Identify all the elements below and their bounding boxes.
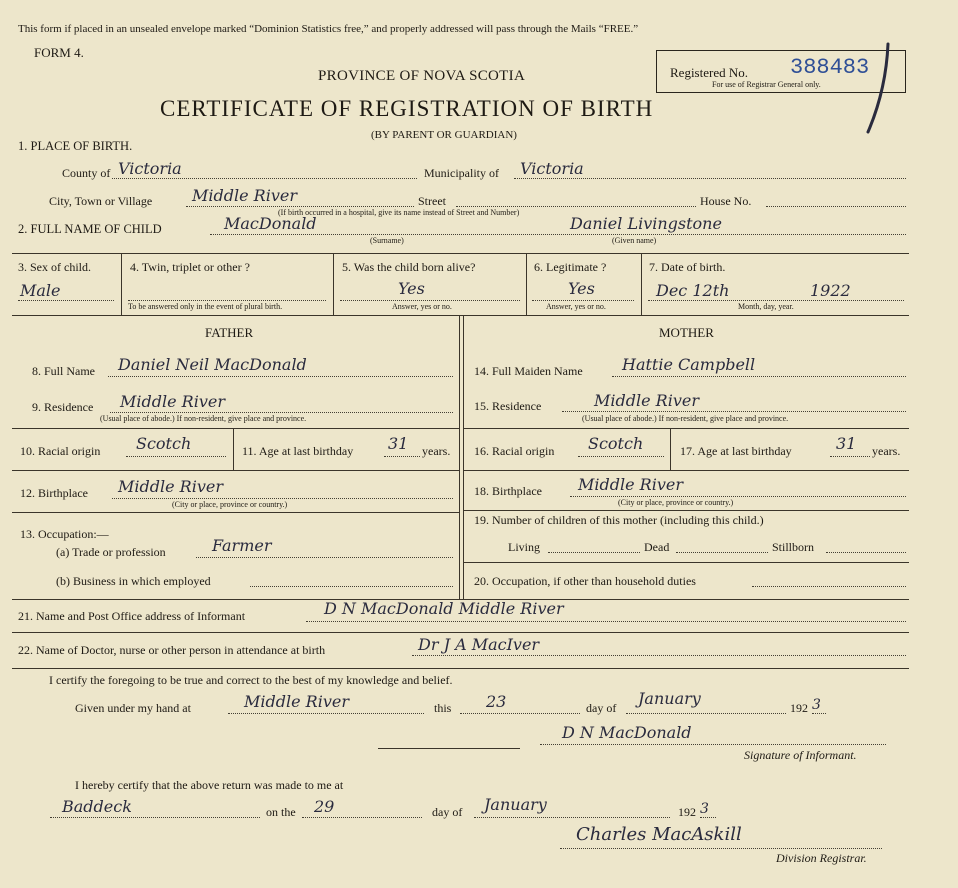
- registrar-caption: Division Registrar.: [776, 851, 867, 865]
- mother-residence-note: (Usual place of abode.) If non-resident, give place and province.: [582, 414, 789, 423]
- mother-age-line: [830, 456, 870, 457]
- father-name-label: 8. Full Name: [32, 364, 95, 378]
- father-age-line: [384, 456, 420, 457]
- mother-age-value: 31: [836, 434, 857, 453]
- cert-day-of-label: day of: [586, 701, 617, 715]
- county-line: [112, 178, 417, 179]
- cert-year-line: [812, 713, 826, 714]
- mother-residence-line: [562, 411, 906, 412]
- pen-stroke-mark: [860, 40, 900, 140]
- mother-occupation-label: 20. Occupation, if other than household duties: [474, 574, 696, 588]
- registrar-month-value: January: [484, 795, 547, 814]
- father-residence-value: Middle River: [120, 392, 225, 411]
- short-rule: [378, 748, 520, 749]
- registrar-place-value: Baddeck: [62, 797, 132, 816]
- father-birthplace-note: (City or place, province or country.): [172, 500, 288, 509]
- alive-value: Yes: [398, 279, 425, 298]
- municipality-line: [514, 178, 906, 179]
- registrar-statement: I hereby certify that the above return was made to me at: [75, 778, 344, 792]
- row3-divider: [333, 253, 334, 315]
- informant-line: [306, 621, 906, 622]
- mother-name-label: 14. Full Maiden Name: [474, 364, 583, 378]
- place-of-birth-heading: 1. PLACE OF BIRTH.: [18, 139, 133, 153]
- municipality-label: Municipality of: [424, 166, 499, 180]
- doctor-bottom-rule: [12, 668, 909, 669]
- father-heading: FATHER: [205, 325, 254, 340]
- sex-label: 3. Sex of child.: [18, 260, 91, 274]
- registrar-month-line: [474, 817, 670, 818]
- father-residence-note: (Usual place of abode.) If non-resident, give place and province.: [100, 414, 307, 423]
- registrar-signature: Charles MacAskill: [576, 824, 742, 845]
- dead-label: Dead: [644, 540, 670, 554]
- stillborn-label: Stillborn: [772, 540, 815, 554]
- child-name-label: 2. FULL NAME OF CHILD: [18, 222, 162, 236]
- row3-divider: [121, 253, 122, 315]
- street-line: [456, 206, 696, 207]
- father-name-value: Daniel Neil MacDonald: [118, 355, 307, 374]
- house-label: House No.: [700, 194, 752, 208]
- cert-day-line: [460, 713, 580, 714]
- alive-label: 5. Was the child born alive?: [342, 260, 476, 274]
- legitimate-value: Yes: [568, 279, 595, 298]
- cert-year-value: 3: [812, 697, 821, 713]
- father-name-line: [108, 376, 453, 377]
- father-age-value: 31: [388, 434, 409, 453]
- cert-month-line: [626, 713, 786, 714]
- father-racial-line: [126, 456, 226, 457]
- hospital-note: (If birth occurred in a hospital, give its name instead of Street and Number): [278, 208, 520, 217]
- city-line: [186, 206, 414, 207]
- mother-heading: MOTHER: [659, 325, 714, 340]
- mother-years-label: years.: [872, 444, 901, 458]
- certify-statement: I certify the foregoing to be true and correct to the best of my knowledge and belief.: [49, 673, 453, 687]
- mother-birthplace-value: Middle River: [578, 475, 683, 494]
- business-label: (b) Business in which employed: [56, 574, 211, 588]
- mother-racial-label: 16. Racial origin: [474, 444, 555, 458]
- registrar-year-prefix: 192: [678, 805, 696, 819]
- father-row-rule: [12, 512, 459, 513]
- father-birthplace-label: 12. Birthplace: [20, 486, 88, 500]
- certificate-subtitle: (BY PARENT OR GUARDIAN): [371, 129, 517, 141]
- certificate-title: CERTIFICATE OF REGISTRATION OF BIRTH: [160, 96, 654, 121]
- given-place-value: Middle River: [244, 692, 349, 711]
- mother-row-rule: [463, 470, 909, 471]
- county-label: County of: [62, 166, 111, 180]
- mother-birthplace-note: (City or place, province or country.): [618, 498, 734, 507]
- children-label: 19. Number of children of this mother (including this child.): [474, 513, 764, 527]
- parents-top-rule: [12, 315, 909, 316]
- city-value: Middle River: [192, 186, 297, 205]
- mother-row-rule: [463, 510, 909, 511]
- parents-divider: [463, 315, 464, 599]
- envelope-notice: This form if placed in an unsealed envelope marked “Dominion Statistics free,” and properly addressed will pass through the Mails “FREE.”: [18, 23, 639, 35]
- mother-birthplace-line: [570, 496, 906, 497]
- registrar-place-line: [50, 817, 260, 818]
- given-under-label: Given under my hand at: [75, 701, 191, 715]
- given-place-line: [228, 713, 424, 714]
- mother-racial-line: [578, 456, 664, 457]
- county-value: Victoria: [118, 159, 182, 178]
- father-years-label: years.: [422, 444, 451, 458]
- child-surname-value: MacDonald: [224, 214, 317, 233]
- mother-age-divider: [670, 428, 671, 470]
- cert-day-value: 23: [486, 692, 507, 711]
- trade-label: (a) Trade or profession: [56, 545, 166, 559]
- mother-name-value: Hattie Campbell: [622, 355, 756, 374]
- mother-name-line: [612, 376, 906, 377]
- informant-value: D N MacDonald Middle River: [324, 599, 564, 618]
- on-the-label: on the: [266, 805, 296, 819]
- doctor-line: [412, 655, 906, 656]
- row3-divider: [641, 253, 642, 315]
- row3-top-rule: [12, 253, 909, 254]
- mother-row-rule: [463, 562, 909, 563]
- birth-date-note: Month, day, year.: [738, 302, 794, 311]
- registered-note: For use of Registrar General only.: [712, 80, 821, 89]
- informant-signature-caption: Signature of Informant.: [744, 748, 857, 762]
- legitimate-label: 6. Legitimate ?: [534, 260, 607, 274]
- city-label: City, Town or Village: [49, 194, 153, 208]
- informant-label: 21. Name and Post Office address of Informant: [18, 609, 246, 623]
- street-label: Street: [418, 194, 446, 208]
- mother-occupation-line: [752, 586, 906, 587]
- informant-signature: D N MacDonald: [562, 723, 692, 742]
- cert-month-value: January: [638, 689, 701, 708]
- this-label: this: [434, 701, 452, 715]
- father-row-rule: [12, 428, 459, 429]
- legitimate-note: Answer, yes or no.: [546, 302, 606, 311]
- birth-date-day-value: Dec 12th: [656, 281, 730, 300]
- twin-note: To be answered only in the event of plural birth.: [128, 302, 283, 311]
- father-row-rule: [12, 470, 459, 471]
- mother-birthplace-label: 18. Birthplace: [474, 484, 542, 498]
- father-age-divider: [233, 428, 234, 470]
- dead-line: [676, 552, 768, 553]
- father-birthplace-value: Middle River: [118, 477, 223, 496]
- trade-line: [196, 557, 453, 558]
- living-label: Living: [508, 540, 540, 554]
- sex-value: Male: [20, 281, 61, 300]
- registrar-signature-line: [560, 848, 882, 849]
- father-residence-line: [110, 412, 453, 413]
- legitimate-line: [532, 300, 634, 301]
- child-given-value: Daniel Livingstone: [570, 214, 722, 233]
- alive-line: [340, 300, 520, 301]
- mother-residence-label: 15. Residence: [474, 399, 542, 413]
- cert-year-prefix: 192: [790, 701, 808, 715]
- child-name-line: [210, 234, 906, 235]
- doctor-top-rule: [12, 632, 909, 633]
- form-number: FORM 4.: [34, 45, 84, 60]
- registrar-day-value: 29: [314, 797, 335, 816]
- registered-label: Registered No.: [670, 65, 748, 80]
- given-caption: (Given name): [612, 236, 657, 245]
- father-racial-label: 10. Racial origin: [20, 444, 101, 458]
- registrar-day-of-label: day of: [432, 805, 463, 819]
- father-residence-label: 9. Residence: [32, 400, 94, 414]
- mother-residence-value: Middle River: [594, 391, 699, 410]
- father-racial-value: Scotch: [136, 434, 192, 453]
- parents-divider: [459, 315, 460, 599]
- living-line: [548, 552, 640, 553]
- stillborn-line: [826, 552, 906, 553]
- trade-value: Farmer: [212, 536, 272, 555]
- province-heading: PROVINCE OF NOVA SCOTIA: [318, 68, 526, 84]
- municipality-value: Victoria: [520, 159, 584, 178]
- surname-caption: (Surname): [370, 236, 404, 245]
- father-age-label: 11. Age at last birthday: [242, 444, 354, 458]
- birth-date-year-value: 1922: [810, 281, 851, 300]
- birth-date-label: 7. Date of birth.: [649, 260, 726, 274]
- registered-number: 388483: [790, 55, 870, 80]
- house-line: [766, 206, 906, 207]
- business-line: [250, 586, 453, 587]
- twin-label: 4. Twin, triplet or other ?: [130, 260, 250, 274]
- doctor-value: Dr J A MacIver: [418, 635, 540, 654]
- mother-racial-value: Scotch: [588, 434, 644, 453]
- row3-divider: [526, 253, 527, 315]
- registrar-year-value: 3: [700, 801, 709, 817]
- birth-date-line: [648, 300, 904, 301]
- registrar-day-line: [302, 817, 422, 818]
- registrar-year-line: [700, 817, 716, 818]
- alive-note: Answer, yes or no.: [392, 302, 452, 311]
- occupation-heading: 13. Occupation:—: [20, 527, 109, 541]
- doctor-label: 22. Name of Doctor, nurse or other person in attendance at birth: [18, 643, 326, 657]
- mother-age-label: 17. Age at last birthday: [680, 444, 792, 458]
- mother-row-rule: [463, 428, 909, 429]
- informant-signature-line: [540, 744, 886, 745]
- sex-line: [18, 300, 114, 301]
- father-birthplace-line: [112, 498, 453, 499]
- twin-line: [128, 300, 326, 301]
